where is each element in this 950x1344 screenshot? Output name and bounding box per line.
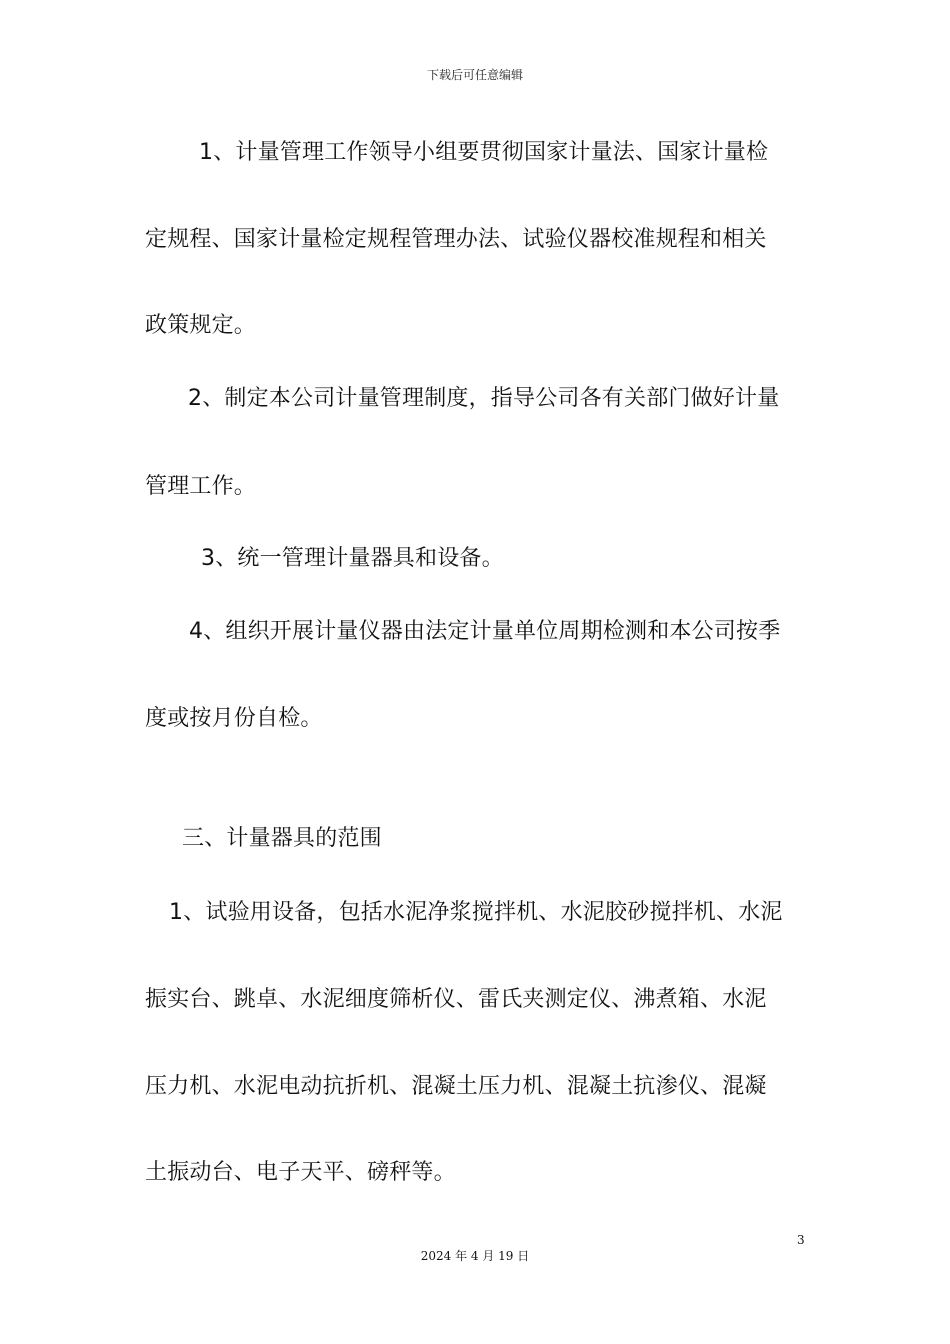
footer-date: 2024 年 4 月 19 日 bbox=[420, 1249, 530, 1263]
paragraph-5-line-1: 1、试验用设备，包括水泥净浆搅拌机、水泥胶砂搅拌机、水泥 bbox=[169, 900, 783, 925]
paragraph-4-line-1: 4、组织开展计量仪器由法定计量单位周期检测和本公司按季 bbox=[189, 619, 781, 644]
paragraph-2-line-1: 2、制定本公司计量管理制度，指导公司各有关部门做好计量 bbox=[188, 386, 780, 411]
paragraph-5-line-2: 振实台、跳卓、水泥细度筛析仪、雷氏夹测定仪、沸煮箱、水泥 bbox=[145, 987, 767, 1012]
section-heading: 三、计量器具的范围 bbox=[182, 826, 382, 851]
paragraph-2-line-2: 管理工作。 bbox=[145, 474, 257, 499]
paragraph-4-line-2: 度或按月份自检。 bbox=[145, 706, 323, 731]
paragraph-1-line-3: 政策规定。 bbox=[145, 313, 257, 338]
paragraph-3-line-1: 3、统一管理计量器具和设备。 bbox=[201, 546, 504, 571]
page-header: 下载后可任意编辑 bbox=[426, 68, 523, 82]
paragraph-1-line-2: 定规程、国家计量检定规程管理办法、试验仪器校准规程和相关 bbox=[145, 227, 767, 252]
page-number: 3 bbox=[797, 1233, 805, 1247]
paragraph-5-line-4: 土振动台、电子天平、磅秤等。 bbox=[145, 1160, 456, 1185]
paragraph-1-line-1: 1、计量管理工作领导小组要贯彻国家计量法、国家计量检 bbox=[199, 140, 769, 165]
paragraph-5-line-3: 压力机、水泥电动抗折机、混凝土压力机、混凝土抗渗仪、混凝 bbox=[145, 1074, 767, 1099]
